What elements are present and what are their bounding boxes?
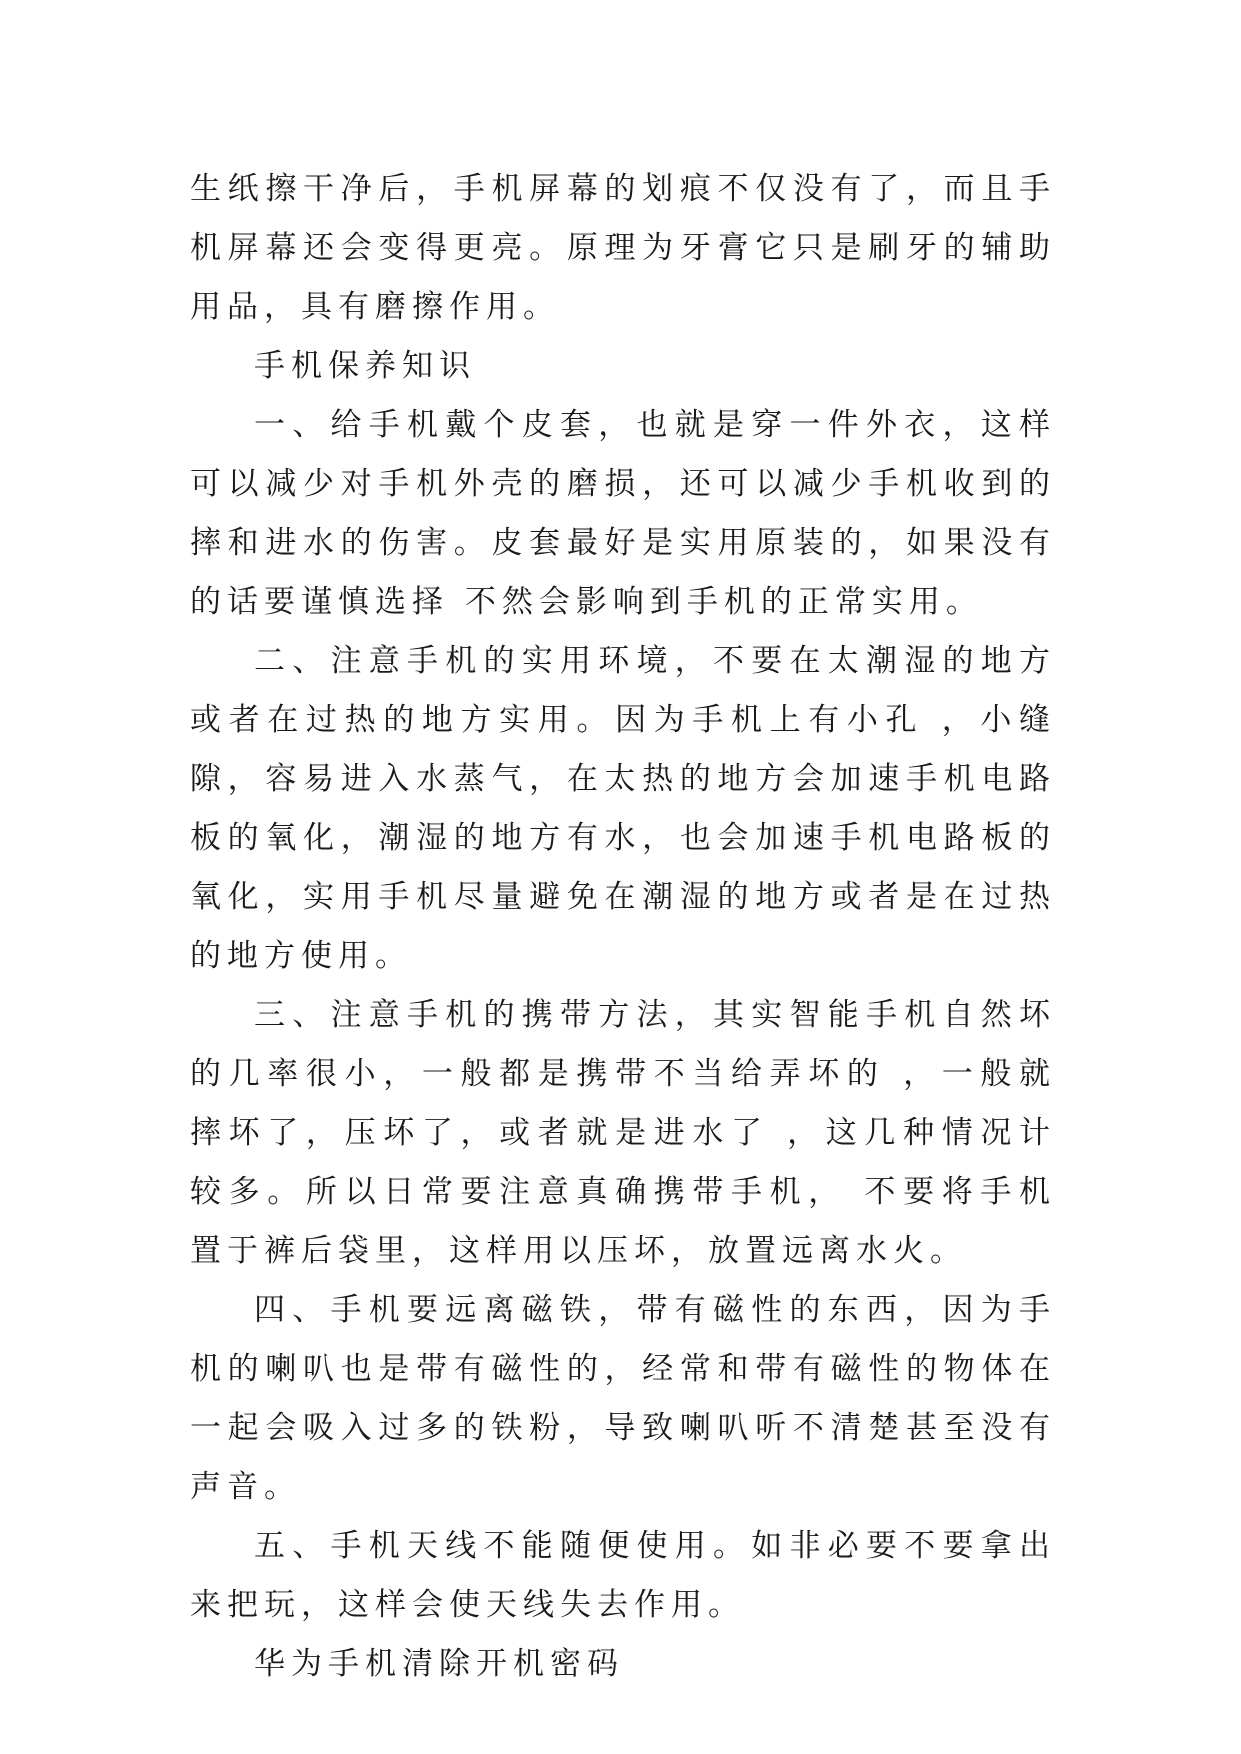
paragraph-tip-2: 二、注意手机的实用环境，不要在太潮湿的地方或者在过热的地方实用。因为手机上有小孔 ，小缝隙，容易进入水蒸气，在太热的地方会加速手机电路板的氧化，潮湿的地方有水，也会加速手机电路板的氧化，实用手机尽量避免在潮湿的地方或者是在过热的地方使用。 <box>190 643 1056 974</box>
paragraph-tip-5: 五、手机天线不能随便使用。如非必要不要拿出来把玩，这样会使天线失去作用。 <box>190 1528 1056 1623</box>
paragraph-continuation: 生纸擦干净后，手机屏幕的划痕不仅没有了，而且手机屏幕还会变得更亮。原理为牙膏它只是刷牙的辅助用品，具有磨擦作用。 <box>190 171 1056 325</box>
paragraph-tip-4: 四、手机要远离磁铁，带有磁性的东西，因为手机的喇叭也是带有磁性的，经常和带有磁性的物体在一起会吸入过多的铁粉，导致喇叭听不清楚甚至没有声音。 <box>190 1292 1056 1505</box>
paragraph-tip-3: 三、注意手机的携带方法，其实智能手机自然坏的几率很小，一般都是携带不当给弄坏的 ，一般就摔坏了，压坏了，或者就是进水了 ，这几种情况计较多。所以日常要注意真确携带手机， 不要将手机置于裤后袋里，这样用以压坏，放置远离水火。 <box>190 997 1056 1269</box>
document-body <box>190 160 1056 1694</box>
section-heading-phone-care: 手机保养知识 <box>254 348 476 384</box>
section-heading-huawei-password: 华为手机清除开机密码 <box>254 1646 624 1682</box>
paragraph-tip-1: 一、给手机戴个皮套，也就是穿一件外衣，这样可以减少对手机外壳的磨损，还可以减少手机收到的摔和进水的伤害。皮套最好是实用原装的，如果没有的话要谨慎选择 不然会影响到手机的正常实用。 <box>190 407 1056 620</box>
